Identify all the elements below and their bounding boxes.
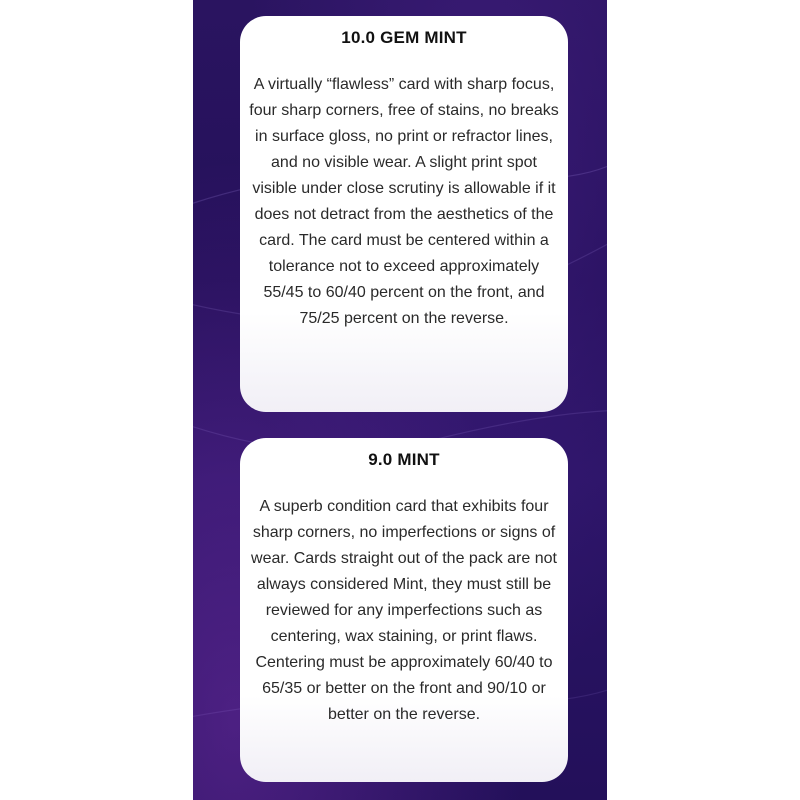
- grade-description: A superb condition card that exhibits four sharp corners, no imperfections or signs of wear. Cards straight out of the pack are not always considered Mint, they must still be reviewed for any imperfections such as centering, wax staining, or print flaws. Centering must be approximately 60/40 to 65/35 or better on the front and 90/10 or better on the reverse.: [251, 498, 557, 723]
- grade-title: 10.0 GEM MINT: [341, 28, 467, 47]
- grading-scale-panel: [193, 0, 607, 800]
- grade-card-gem-mint: [240, 16, 568, 412]
- grade-description: A virtually “flawless” card with sharp focus, four sharp corners, free of stains, no breaks in surface gloss, no print or refractor lines, and no visible wear. A slight print spot visible under close scrutiny is allowable if it does not detract from the aesthetics of the card. The card must be centered within a tolerance not to exceed approximately 55/45 to 60/40 percent on the front, and 75/25 percent on the reverse.: [249, 76, 559, 327]
- grade-title: 9.0 MINT: [368, 450, 440, 469]
- grade-card-mint: [240, 438, 568, 782]
